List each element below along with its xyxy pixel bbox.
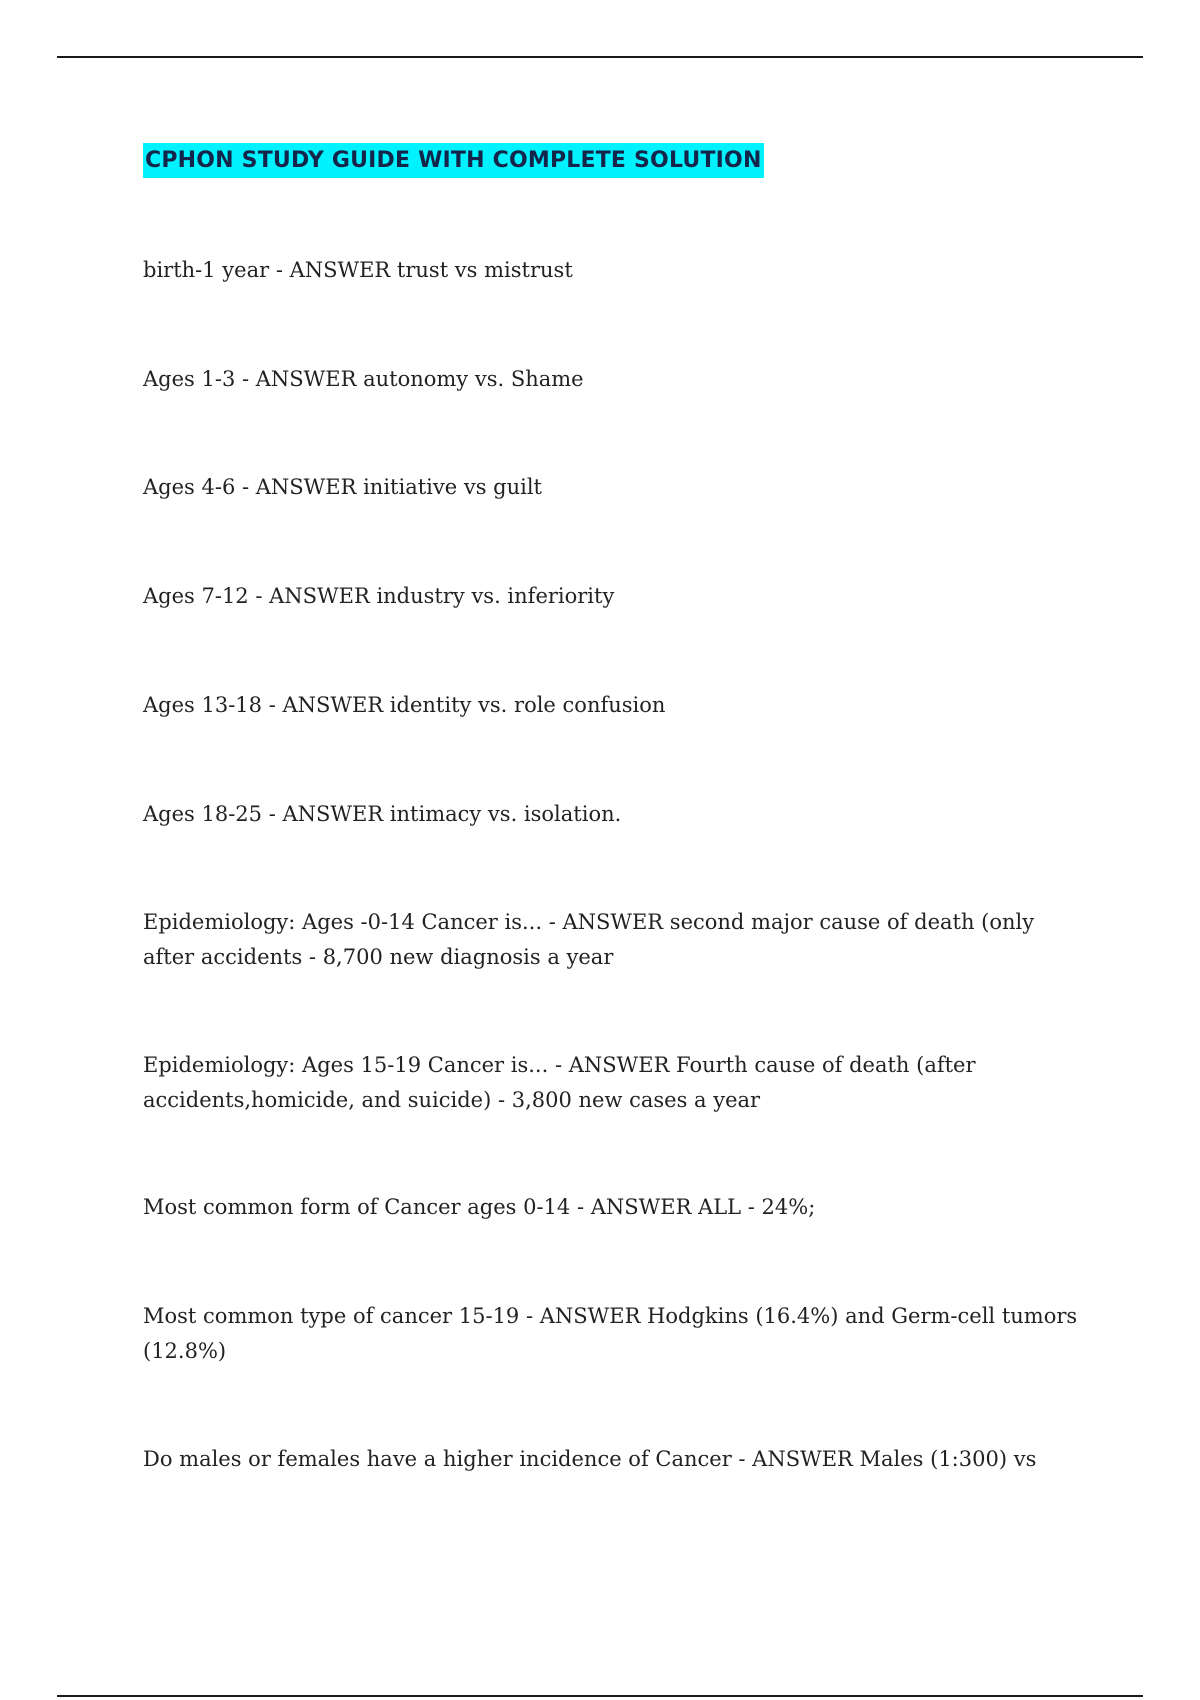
qa-entry: Do males or females have a higher incidence of Cancer - ANSWER Males (1:300) vs (143, 1447, 1037, 1471)
qa-entry: Ages 1-3 - ANSWER autonomy vs. Shame (143, 367, 584, 391)
document-title: CPHON STUDY GUIDE WITH COMPLETE SOLUTION (143, 143, 764, 178)
qa-entry: Ages 13-18 - ANSWER identity vs. role confusion (143, 693, 666, 717)
qa-entry: Most common form of Cancer ages 0-14 - ANSWER ALL - 24%; (143, 1195, 816, 1219)
top-divider (57, 56, 1143, 58)
qa-entry: Ages 7-12 - ANSWER industry vs. inferiority (143, 584, 615, 608)
qa-entry: Ages 4-6 - ANSWER initiative vs guilt (143, 475, 542, 499)
qa-entry: Epidemiology: Ages -0-14 Cancer is... - ANSWER second major cause of death (only after accidents - 8,700 new diagnosis a year (143, 910, 1035, 969)
qa-entry: birth-1 year - ANSWER trust vs mistrust (143, 258, 573, 282)
qa-entry: Epidemiology: Ages 15-19 Cancer is... - ANSWER Fourth cause of death (after accidents,homicide, and suicide) - 3,800 new cases a year (143, 1053, 976, 1112)
qa-entry: Ages 18-25 - ANSWER intimacy vs. isolation. (143, 802, 622, 826)
qa-entry: Most common type of cancer 15-19 - ANSWER Hodgkins (16.4%) and Germ-cell tumors (12.8%) (143, 1304, 1078, 1363)
bottom-divider (57, 1695, 1143, 1697)
